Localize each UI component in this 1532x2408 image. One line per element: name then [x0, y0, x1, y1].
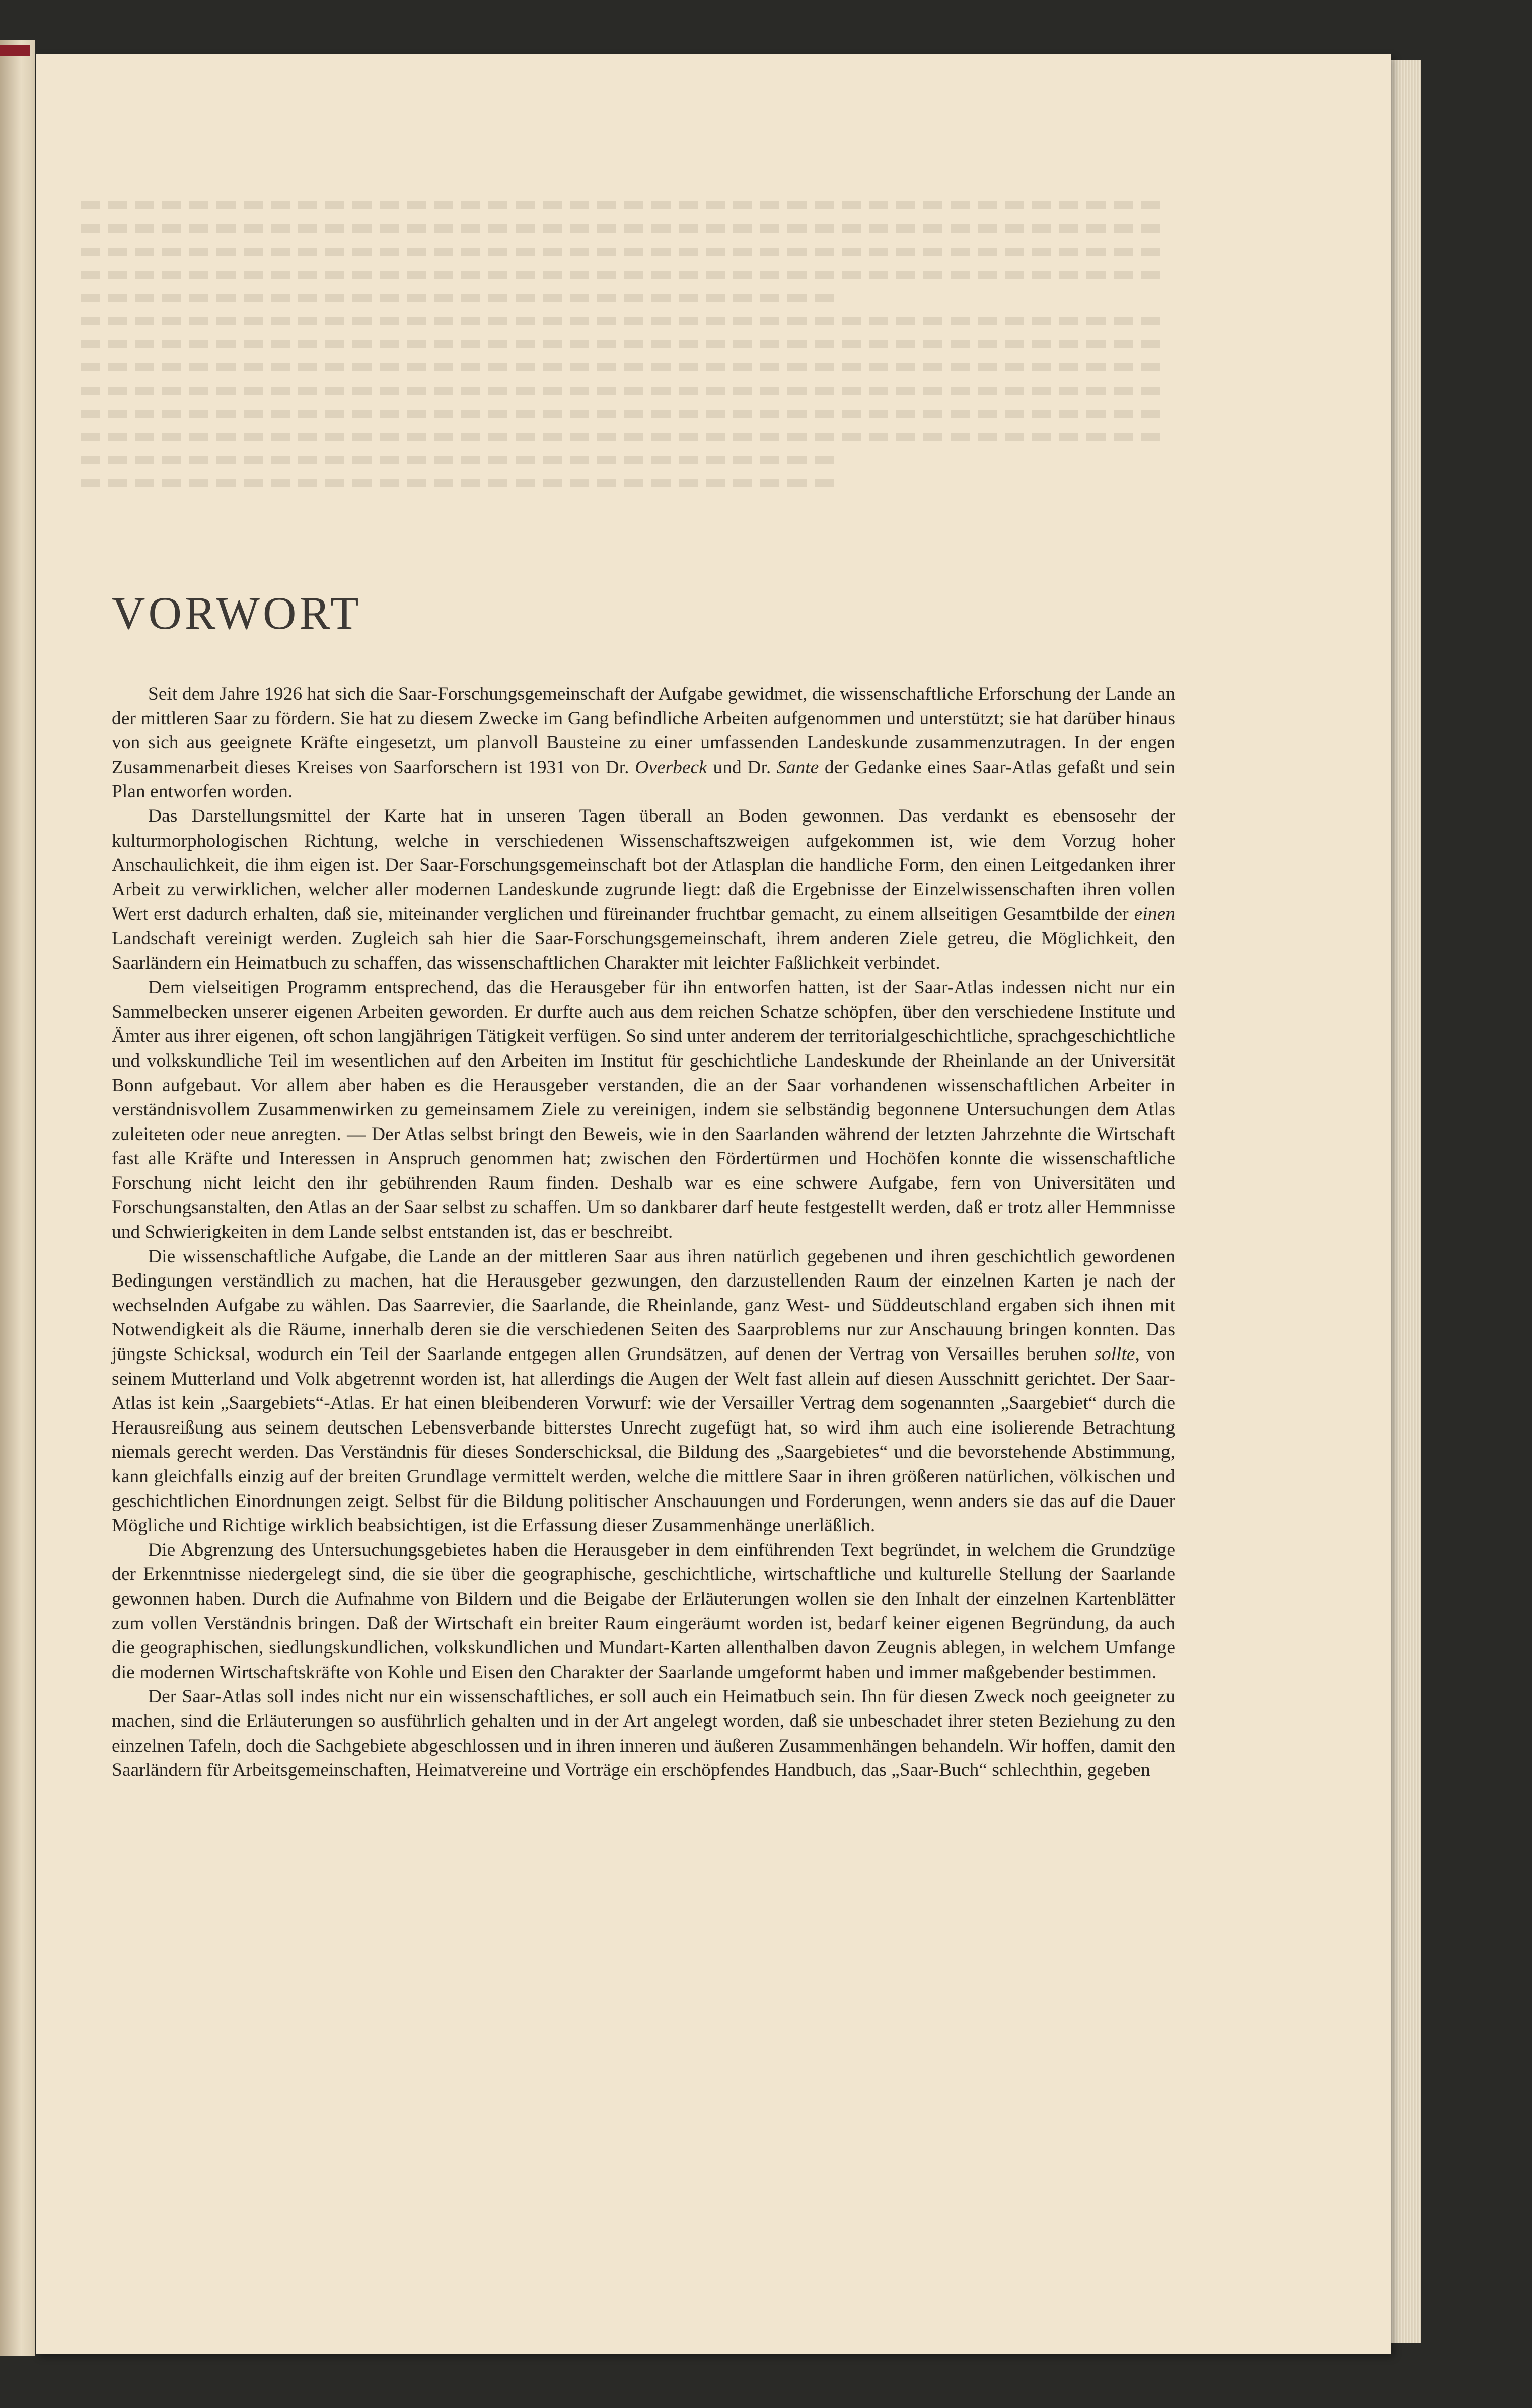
- bleed-through-text: [81, 186, 1163, 584]
- text-run: , von seinem Mutterland und Volk abgetrennt worden ist, hat allerdings die Augen der Welt fast allein auf diesen Ausschnitt gerichtet. Der Saar-Atlas ist kein „Saargebiets“-Atlas. Er hat einen bleibenderen Vorwurf: wie der Versailler Vertrag dem sogenannten „Saargebiet“ durch die Herausreißung aus seinem deutschen Lebensverbande bitterstes Unrecht zugefügt hat, so wird ihm auch eine isolierende Betrachtung niemals gerecht werden. Das Verständnis für dieses Sonderschicksal, die Bildung des „Saargebietes“ und die bevorstehende Abstimmung, kann gleichfalls einzig auf der breiten Grundlage vermittelt werden, welche die mittlere Saar in ihren größeren natürlichen, völkischen und geschichtlichen Einordnungen zeigt. Selbst für die Bildung politischer Anschauungen und Forderungen, wenn anders sie das auf die Dauer Mögliche und Richtige wirklich beabsichtigen, ist die Erfassung dieser Zusammenhänge unerläßlich.: [112, 1344, 1176, 1536]
- paragraph: [112, 975, 1175, 1245]
- paragraph: [112, 1685, 1175, 1782]
- text-run: Landschaft vereinigt werden. Zugleich sah hier die Saar-Forschungsgemeinschaft, ihrem anderen Ziele getreu, die Möglichkeit, den Saarländern ein Heimatbuch zu schaffen, das wissenschaftlichen Charakter mit leichter Faßlichkeit verbindet.: [112, 928, 1175, 973]
- bookmark-ribbon: [0, 45, 30, 56]
- emphasized-name: Sante: [776, 757, 819, 778]
- emphasized-name: Overbeck: [635, 757, 707, 778]
- text-run: Seit dem Jahre 1926 hat sich die Saar-Forschungsgemeinschaft der Aufgabe gewidmet, die wissenschaftliche Erforschung der Lande an der mittleren Saar zu fördern. Sie hat zu diesem Zwecke im Gang befindliche Arbeiten aufgenommen und unterstützt; sie hat darüber hinaus von sich aus geeignete Kräfte eingesetzt, um planvoll Bausteine zu einer umfassenden Landeskunde zusammenzutragen. In der engen Zusammenarbeit dieses Kreises von Saarforschern ist 1931 von Dr.: [112, 684, 1175, 778]
- text-run: Die wissenschaftliche Aufgabe, die Lande an der mittleren Saar aus ihren natürlich gegebenen und ihren geschichtlich gewordenen Bedingungen verständlich zu machen, hat die Herausgeber gezwungen, den darzustellenden Raum der einzelnen Karten je nach der wechselnden Aufgabe zu wählen. Das Saarrevier, die Saarlande, die Rheinlande, ganz West- und Süddeutschland ergaben sich ihnen mit Notwendigkeit als die Räume, innerhalb deren sie die verschiedenen Seiten des Saarproblems nur zur Anschauung bringen konnten. Das jüngste Schicksal, wodurch ein Teil der Saarlande entgegen allen Grundsätzen, auf denen der Vertrag von Versailles beruhen: [112, 1246, 1175, 1365]
- text-run: Dem vielseitigen Programm entsprechend, das die Herausgeber für ihn entworfen hatten, ist der Saar-Atlas indessen nicht nur ein Sammelbecken unserer eigenen Arbeiten geworden. Er durfte auch aus dem reichen Schatze schöpfen, über den verschiedene Institute und Ämter aus ihrer eigenen, oft schon langjährigen Tätigkeit verfügen. So sind unter anderem der territorialgeschichtliche, sprachgeschichtliche und volkskundliche Teil im wesentlichen auf den Arbeiten im Institut für geschichtliche Landeskunde der Rheinlande an der Universität Bonn aufgebaut. Vor allem aber haben es die Herausgeber verstanden, die an der Saar vorhandenen wissenschaftlichen Arbeiter in verständnisvollem Zusammenwirken zu gemeinsamem Ziele zu vereinigen, indem sie selbständig begonnene Untersuchungen dem Atlas zuleiteten oder neue anregten. — Der Atlas selbst bringt den Beweis, wie in den Saarlanden während der letzten Jahrzehnte die Wirtschaft fast alle Kräfte und Interessen in Anspruch genommen hat; zwischen den Fördertürmen und Hochöfen konnte die wissenschaftliche Forschung nicht leicht den ihr gebührenden Raum finden. Deshalb war es eine schwere Aufgabe, fern von Universitäten und Forschungsanstalten, den Atlas an der Saar selbst zu schaffen. Um so dankbarer darf heute festgestellt werden, daß er trotz aller Hemmnisse und Schwierigkeiten in dem Lande selbst entstanden ist, das er beschreibt.: [112, 977, 1175, 1243]
- paragraph: [112, 682, 1175, 804]
- text-run: Das Darstellungsmittel der Karte hat in unseren Tagen überall an Boden gewonnen. Das verdankt es ebensosehr der kulturmorphologischen Richtung, welche in verschiedenen Wissenschaftszweigen aufgekommen ist, wie dem Vorzug hoher Anschaulichkeit, die ihm eigen ist. Der Saar-Forschungsgemeinschaft bot der Atlasplan die handliche Form, den einen Leitgedanken ihrer Arbeit zu verwirklichen, welcher aller modernen Landeskunde zugrunde liegt: daß die Ergebnisse der Einzelwissenschaften ihren vollen Wert erst dadurch erhalten, daß sie, miteinander verglichen und füreinander fruchtbar gemacht, zu einem allseitigen Gesamtbilde der: [112, 805, 1175, 925]
- page-stack-edge: [1391, 60, 1421, 2343]
- text-run: Der Saar-Atlas soll indes nicht nur ein wissenschaftliches, er soll auch ein Heimatbuch sein. Ihn für diesen Zweck noch geeigneter zu machen, sind die Erläuterungen so ausführlich gehalten und in der Art angelegt worden, daß sie unbeschadet ihrer steten Beziehung zu den einzelnen Tafeln, doch die Sachgebiete abgeschlossen und in ihren inneren und äußeren Zusammenhängen behandeln. Wir hoffen, damit den Saarländern für Arbeitsgemeinschaften, Heimatvereine und Vorträge ein erschöpfendes Handbuch, das „Saar-Buch“ schlechthin, gegeben: [112, 1686, 1175, 1781]
- paragraph: [112, 804, 1175, 975]
- emphasized-name: sollte: [1094, 1344, 1135, 1365]
- paragraph: [112, 1538, 1175, 1685]
- body-text: [112, 682, 1175, 1783]
- text-run: Die Abgrenzung des Untersuchungsgebietes haben die Herausgeber in dem einführenden Text begründet, in welchem die Grundzüge der Erkenntnisse niedergelegt sind, die sie über die geographische, geschichtliche, wirtschaftliche und kulturelle Stellung der Saarlande gewonnen haben. Durch die Aufnahme von Bildern und die Beigabe der Erläuterungen wollen sie den Inhalt der einzelnen Kartenblätter zum vollen Verständnis bringen. Daß der Wirtschaft ein breiter Raum eingeräumt worden ist, bedarf keiner eigenen Begründung, da auch die geographischen, siedlungskundlichen, volkskundlichen und Mundart-Karten allenthalben davon Zeugnis ablegen, in welchem Umfange die modernen Wirtschaftskräfte von Kohle und Eisen den Charakter der Saarlande umgeformt haben und immer maßgebender bestimmen.: [112, 1539, 1175, 1683]
- paragraph: [112, 1245, 1175, 1538]
- text-run: und Dr.: [707, 757, 777, 778]
- page-heading: VORWORT: [112, 587, 362, 639]
- emphasized-name: einen: [1134, 904, 1175, 925]
- text-run: der Gedanke eines Saar-Atlas gefaßt und sein Plan entworfen worden.: [112, 757, 1176, 802]
- left-book-edge: [0, 40, 35, 2356]
